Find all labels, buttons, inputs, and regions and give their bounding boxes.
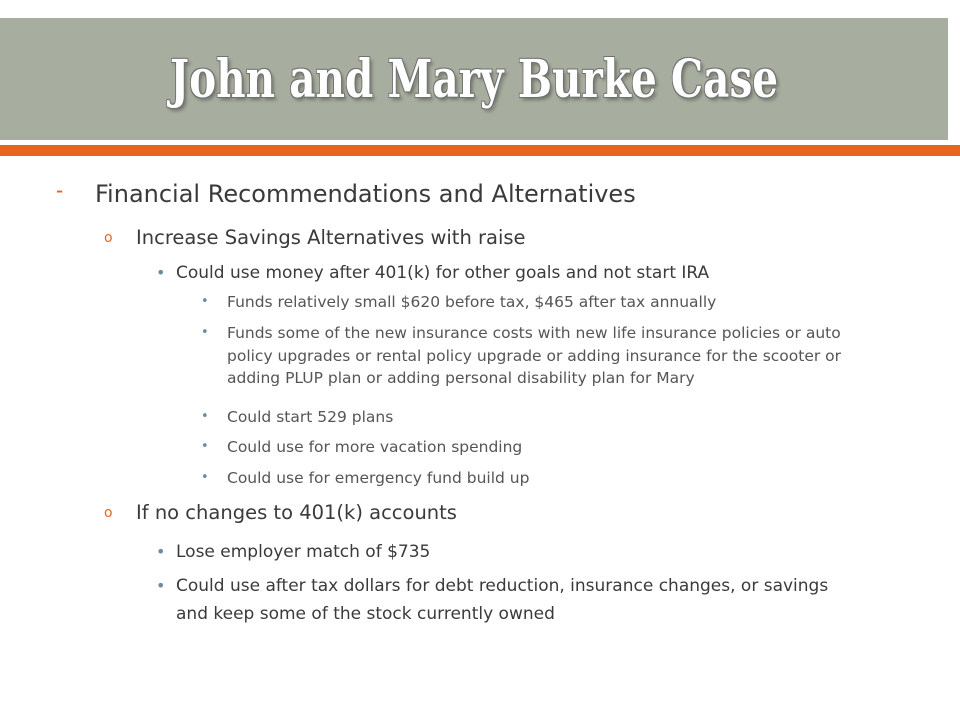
list-item-text: Could use after tax dollars for debt reduction, insurance changes, or savings and keep some of the stock currently owned (176, 576, 829, 624)
bullet-icon: • (156, 576, 166, 595)
sub-list-item-text: Funds some of the new insurance costs with new life insurance policies or auto policy upgrades or rental policy upgrade or adding insurance for the scooter or adding PLUP plan or adding personal disability plan for Mary (227, 324, 842, 387)
sub-list-item-text: Could use for more vacation spending (227, 438, 523, 456)
list-item-text: Could use money after 401(k) for other goals and not start IRA (176, 263, 710, 283)
sub-list-item (201, 436, 881, 459)
list-item (156, 538, 876, 566)
list-item-text: Lose employer match of $735 (176, 542, 431, 562)
orange-bullet-icon: ⁃ (55, 182, 64, 203)
circle-bullet-icon: o (104, 230, 113, 246)
bullet-icon: • (156, 542, 166, 561)
sub-list-item (201, 322, 881, 390)
outline-heading: Financial Recommendations and Alternatives (95, 180, 636, 208)
slide-title: John and Mary Burke Case (169, 48, 779, 110)
sub-list-item-text: Could start 529 plans (227, 408, 394, 426)
circle-bullet-icon: o (104, 505, 113, 521)
sub-list-item (201, 291, 881, 314)
sub-list-item-text: Funds relatively small $620 before tax, $465 after tax annually (227, 293, 717, 311)
sub-list-item (201, 467, 881, 490)
outline-heading-row (55, 180, 636, 208)
section-label: Increase Savings Alternatives with raise (136, 226, 526, 249)
list-item (156, 259, 876, 287)
bullet-icon: • (201, 439, 209, 454)
bullet-icon: • (201, 409, 209, 424)
section-label: If no changes to 401(k) accounts (136, 501, 457, 524)
sub-list-item-text: Could use for emergency fund build up (227, 469, 530, 487)
list-item (156, 572, 856, 628)
bullet-icon: • (201, 294, 209, 309)
bullet-icon: • (201, 325, 209, 340)
sub-list-item (201, 406, 881, 429)
section-row (104, 501, 457, 524)
bullet-icon: • (156, 263, 166, 282)
bullet-icon: • (201, 470, 209, 485)
section-row (104, 226, 526, 249)
